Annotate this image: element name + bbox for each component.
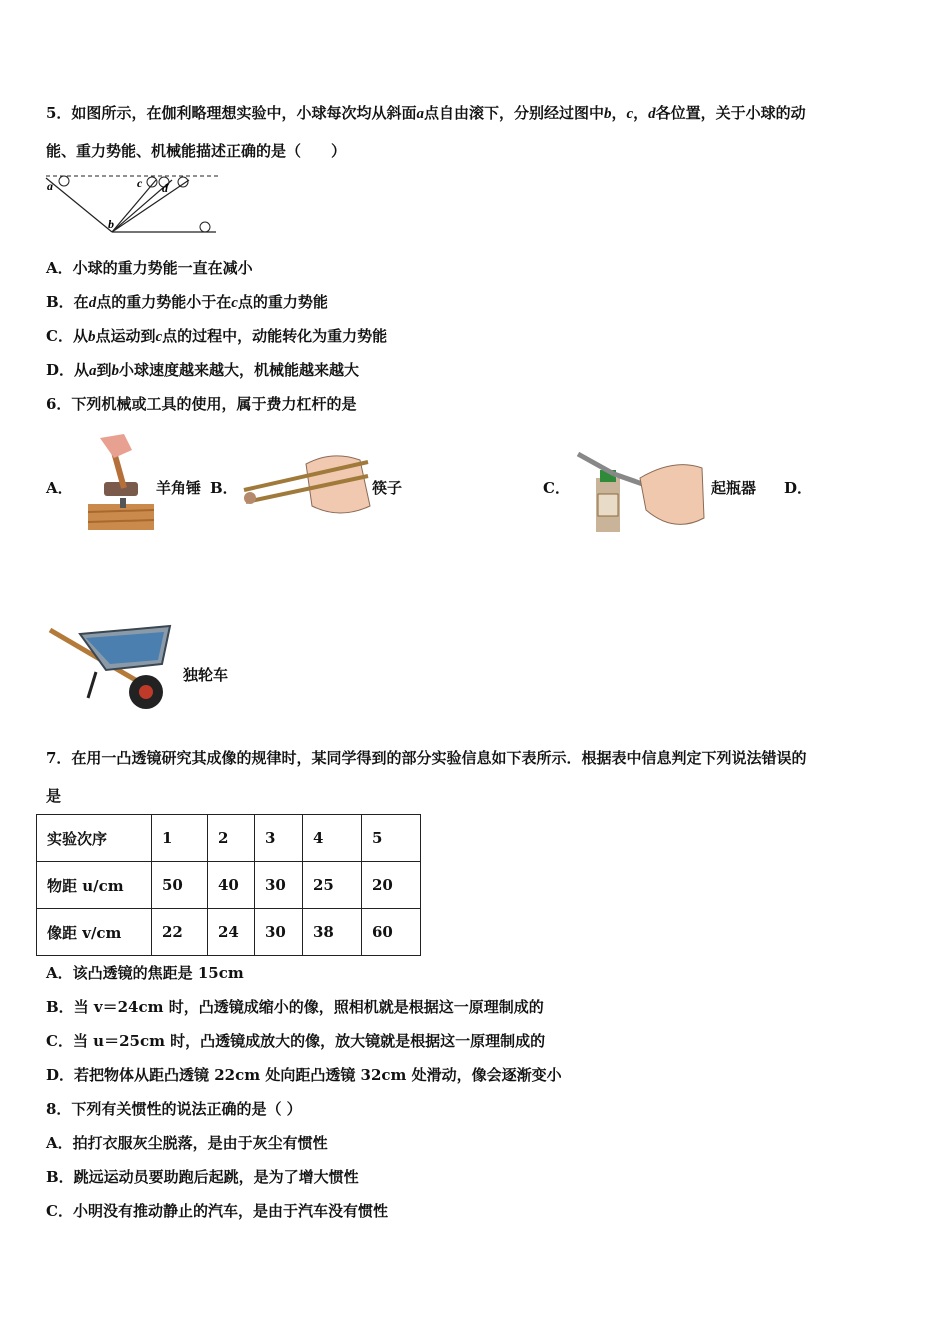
- fig-label-b: b: [108, 217, 114, 231]
- table-cell: 4: [303, 815, 362, 862]
- fig-label-a: a: [47, 179, 53, 193]
- table-row: [37, 909, 421, 956]
- q5-stem-line2: 能、重力势能、机械能描述正确的是（ ）: [46, 142, 347, 160]
- table-cell: 30: [255, 862, 303, 909]
- q6-option-b-label: B．: [210, 479, 238, 497]
- q7-option-c: C．当 u＝25cm 时，凸透镜成放大的像，放大镜就是根据这一原理制成的: [46, 1032, 546, 1050]
- q6-option-a-label: A．: [46, 479, 73, 497]
- q6-option-c-label: C．: [543, 479, 570, 497]
- tool-hammer-label: 羊角锤: [156, 479, 202, 497]
- q8-option-c: C．小明没有推动静止的汽车，是由于汽车没有惯性: [46, 1202, 388, 1220]
- table-cell: 5: [362, 815, 421, 862]
- table-cell: 38: [303, 909, 362, 956]
- q5-option-c: C．从b点运动到c点的过程中，动能转化为重力势能: [46, 327, 388, 345]
- table-row: [37, 862, 421, 909]
- q6-option-d-label: D．: [784, 479, 813, 497]
- table-cell: 50: [152, 862, 208, 909]
- table-cell: 60: [362, 909, 421, 956]
- q8-stem: 8．下列有关惯性的说法正确的是（ ）: [46, 1100, 302, 1118]
- q5-option-a: A．小球的重力势能一直在减小: [46, 259, 253, 277]
- galileo-ramp-figure: [44, 170, 224, 238]
- q7-option-d: D．若把物体从距凸透镜 22cm 处向距凸透镜 32cm 处滑动，像会逐渐变小: [46, 1066, 562, 1084]
- q7-option-a: A．该凸透镜的焦距是 15cm: [46, 964, 244, 982]
- q8-option-b: B．跳远运动员要助跑后起跳，是为了增大惯性: [46, 1168, 359, 1186]
- table-cell: 25: [303, 862, 362, 909]
- table-cell: 物距 u/cm: [37, 862, 152, 909]
- table-cell: 20: [362, 862, 421, 909]
- table-cell: 2: [208, 815, 255, 862]
- tool-chopsticks-label: 筷子: [372, 479, 403, 497]
- q8-option-a: A．拍打衣服灰尘脱落，是由于灰尘有惯性: [46, 1134, 328, 1152]
- bottle-opener-image: [574, 448, 710, 534]
- tool-wheelbarrow-label: 独轮车: [183, 666, 229, 684]
- table-cell: 30: [255, 909, 303, 956]
- q5-option-d: D．从a到b小球速度越来越大，机械能越来越大: [46, 361, 360, 379]
- lens-experiment-table: [36, 814, 421, 956]
- table-cell: 24: [208, 909, 255, 956]
- q7-stem-line1: 7．在用一凸透镜研究其成像的规律时，某同学得到的部分实验信息如下表所示．根据表中信息判定下列说法错误的: [46, 749, 807, 767]
- table-row: [37, 815, 421, 862]
- q7-stem-line2: 是: [46, 787, 62, 805]
- table-cell: 1: [152, 815, 208, 862]
- table-cell: 实验次序: [37, 815, 152, 862]
- tool-opener-label: 起瓶器: [711, 479, 757, 497]
- wheelbarrow-image: [46, 620, 178, 716]
- claw-hammer-image: [84, 432, 156, 532]
- table-cell: 40: [208, 862, 255, 909]
- q5-stem-line1: 5．如图所示，在伽利略理想实验中，小球每次均从斜面a点自由滚下，分别经过图中b，c，d各位置，关于小球的动: [46, 104, 806, 122]
- table-cell: 像距 v/cm: [37, 909, 152, 956]
- fig-label-c: c: [137, 176, 143, 190]
- table-cell: 22: [152, 909, 208, 956]
- chopsticks-image: [240, 450, 372, 520]
- q7-option-b: B．当 v＝24cm 时，凸透镜成缩小的像，照相机就是根据这一原理制成的: [46, 998, 544, 1016]
- fig-label-d: d: [162, 181, 168, 195]
- table-cell: 3: [255, 815, 303, 862]
- q6-stem: 6．下列机械或工具的使用，属于费力杠杆的是: [46, 395, 357, 413]
- q5-option-b: B．在d点的重力势能小于在c点的重力势能: [46, 293, 328, 311]
